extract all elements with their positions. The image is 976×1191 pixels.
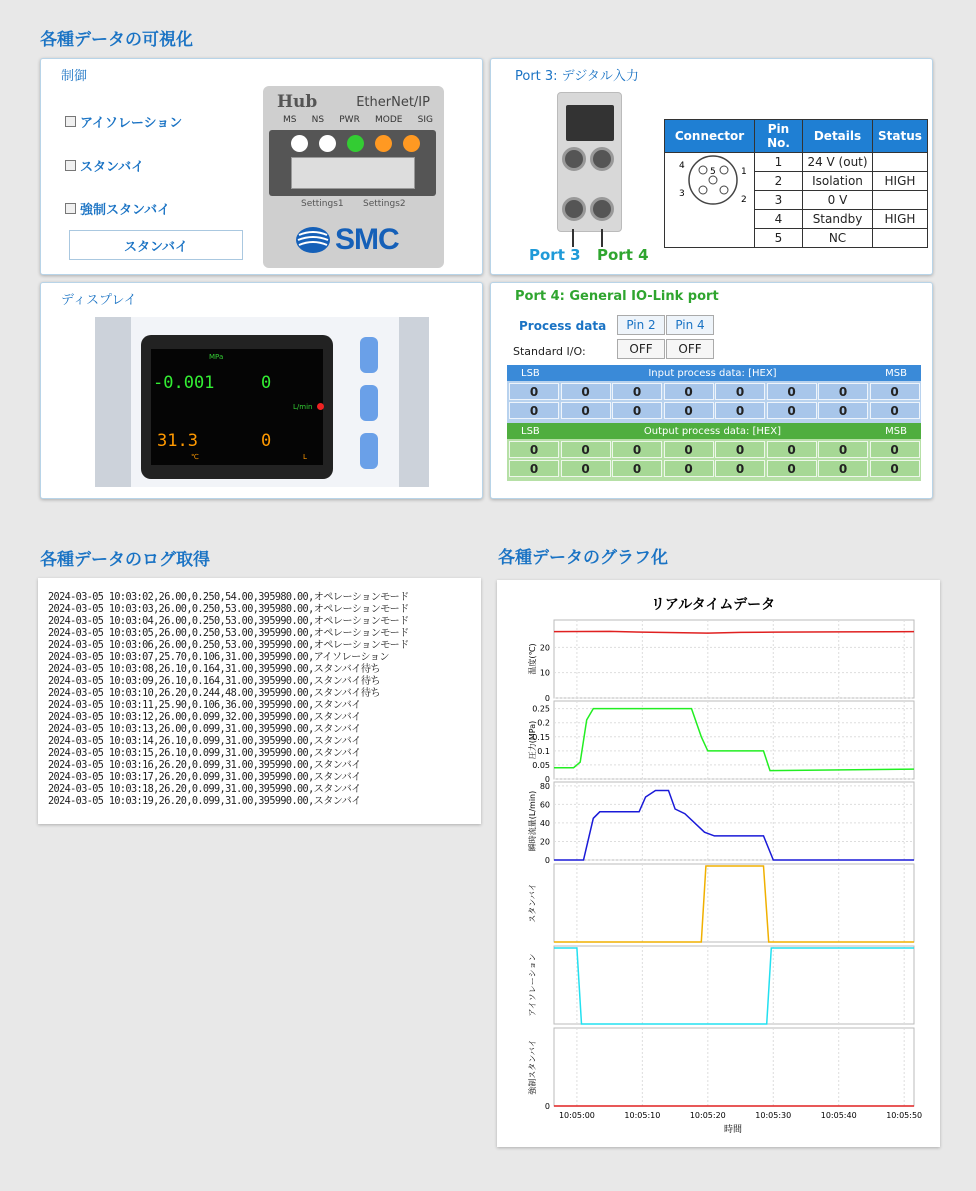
process-data-cell: 0 (664, 402, 714, 419)
y-axis-label: 温度(℃) (528, 643, 537, 675)
pin2-value[interactable]: OFF (617, 339, 665, 359)
process-data-cell: 0 (715, 441, 765, 458)
process-data-cell: 0 (818, 460, 868, 477)
led-label-pwr: PWR (339, 115, 360, 125)
pin2-header: Pin 2 (617, 315, 665, 335)
process-data-cell: 0 (870, 441, 920, 458)
y-tick-label: 0 (544, 856, 550, 865)
chart-panel (554, 782, 914, 860)
forced-standby-checkbox[interactable] (65, 199, 170, 218)
process-data-cell: 0 (715, 383, 765, 400)
settings2-label: Settings2 (363, 199, 406, 209)
log-line: 2024-03-05 10:03:06,26.00,0.250,53.00,395990.00,オペレーションモード (48, 640, 409, 651)
process-data-cell: 0 (767, 441, 817, 458)
y-tick-label: 0.2 (537, 718, 550, 728)
checkbox-icon[interactable] (65, 203, 76, 214)
standby-button[interactable]: スタンバイ (69, 230, 243, 260)
table-cell: HIGH (873, 172, 928, 191)
log-line: 2024-03-05 10:03:16,26.20,0.099,31.00,395990.00,スタンバイ (48, 760, 361, 771)
flow-unit: L/min (293, 403, 313, 411)
log-line: 2024-03-05 10:03:12,26.00,0.099,32.00,395990.00,スタンバイ (48, 712, 361, 723)
secondary-unit: L (303, 453, 307, 461)
section-title-graph: 各種データのグラフ化 (498, 548, 668, 568)
checkbox-label: アイソレーション (80, 116, 183, 131)
isolation-checkbox[interactable] (65, 112, 182, 131)
log-line: 2024-03-05 10:03:17,26.20,0.099,31.00,395990.00,スタンバイ (48, 772, 361, 783)
temperature-unit: ℃ (191, 453, 199, 461)
realtime-chart (497, 580, 940, 1147)
realtime-chart-svg (497, 580, 940, 1147)
output-title: Output process data: [HEX] (643, 425, 782, 437)
table-header: Status (873, 120, 928, 153)
input-lsb: LSB (521, 367, 540, 379)
input-process-header (507, 365, 921, 381)
table-cell (873, 229, 928, 248)
process-data-cell: 0 (767, 383, 817, 400)
chart-panel (554, 701, 914, 779)
unit-mpa: MPa (209, 353, 224, 361)
y-axis-label: 強制スタンバイ (528, 1039, 537, 1095)
connector-icon (590, 147, 614, 171)
flow-led-icon (317, 403, 324, 410)
sensor-set-button[interactable] (360, 385, 378, 421)
pin-label: 3 (679, 189, 685, 199)
smc-logo-text: SMC (335, 223, 399, 256)
settings1-label: Settings1 (301, 199, 344, 209)
y-tick-label: 0.05 (532, 760, 550, 770)
process-data-cell: 0 (767, 402, 817, 419)
y-tick-label: 0.25 (532, 704, 550, 714)
connector-pinout-icon (677, 144, 749, 216)
hub-protocol: EtherNet/IP (356, 95, 430, 110)
io-device-image (557, 92, 622, 232)
table-cell: NC (803, 229, 873, 248)
control-panel (40, 58, 483, 275)
checkbox-icon[interactable] (65, 160, 76, 171)
log-output (38, 578, 481, 824)
table-cell (873, 191, 928, 210)
log-lines (48, 592, 409, 808)
smc-logo (295, 220, 415, 260)
hub-device-image (263, 86, 444, 268)
led-label-mode: MODE (375, 115, 403, 125)
port3-pointer (572, 229, 574, 247)
process-data-cell: 0 (818, 441, 868, 458)
input-msb: MSB (885, 367, 907, 379)
output-process-header (507, 423, 921, 439)
hub-title: Hub (277, 92, 318, 112)
y-tick-label: 40 (539, 818, 550, 828)
pin4-header: Pin 4 (666, 315, 714, 335)
checkbox-label: スタンバイ (80, 160, 145, 175)
sensor-screen (141, 335, 333, 479)
led-label-sig: SIG (417, 115, 433, 125)
led-ns (319, 135, 336, 152)
table-cell: Isolation (803, 172, 873, 191)
chart-panel (554, 864, 914, 942)
log-line: 2024-03-05 10:03:04,26.00,0.250,53.00,395990.00,オペレーションモード (48, 616, 409, 627)
sensor-device-image (95, 317, 429, 487)
log-line: 2024-03-05 10:03:10,26.20,0.244,48.00,395990.00,スタンバイ待ち (48, 688, 381, 699)
x-tick-label: 10:05:50 (886, 1111, 923, 1120)
temperature-secondary-value: 0 (261, 431, 272, 451)
process-data-cell: 0 (767, 460, 817, 477)
pin-label: 4 (679, 161, 685, 171)
table-header: Details (803, 120, 873, 153)
pin4-value[interactable]: OFF (666, 339, 714, 359)
port3-title: Port 3: デジタル入力 (515, 69, 639, 84)
process-data-cell: 0 (870, 383, 920, 400)
process-data-cell: 0 (870, 460, 920, 477)
control-panel-title: 制御 (61, 69, 88, 84)
process-data-label: Process data (519, 319, 607, 333)
port4-label: Port 4 (597, 246, 649, 264)
output-msb: MSB (885, 425, 907, 437)
y-axis-label: 瞬時流量(L/min) (528, 790, 537, 852)
device-display (566, 105, 614, 141)
table-header: Pin No. (755, 120, 803, 153)
connector-icon (562, 197, 586, 221)
table-header: Connector (665, 120, 755, 153)
process-data-cell: 0 (509, 460, 559, 477)
led-labels (283, 115, 433, 125)
input-process-data (507, 365, 921, 423)
y-tick-label: 60 (539, 800, 550, 810)
section-title-log: 各種データのログ取得 (40, 550, 210, 570)
pin-label: 2 (741, 195, 747, 205)
table-cell: 1 (755, 153, 803, 172)
led-ms (291, 135, 308, 152)
pin-label: 5 (710, 167, 716, 177)
pressure-value: -0.001 (153, 373, 215, 393)
process-data-cell: 0 (818, 402, 868, 419)
log-line: 2024-03-05 10:03:09,26.10,0.164,31.00,395990.00,スタンバイ待ち (48, 676, 381, 687)
standard-io-label: Standard I/O: (513, 345, 586, 358)
process-data-cell: 0 (612, 383, 662, 400)
process-data-cell: 0 (664, 441, 714, 458)
led-label-ms: MS (283, 115, 297, 125)
log-line: 2024-03-05 10:03:05,26.00,0.250,53.00,395990.00,オペレーションモード (48, 628, 409, 639)
device-side (95, 317, 131, 487)
log-line: 2024-03-05 10:03:15,26.10,0.099,31.00,395990.00,スタンバイ (48, 748, 361, 759)
process-data-cell: 0 (612, 460, 662, 477)
process-data-cell: 0 (561, 460, 611, 477)
port3-panel (490, 58, 933, 275)
port3-label: Port 3 (529, 246, 581, 264)
process-data-cell: 0 (664, 383, 714, 400)
connector-icon (590, 197, 614, 221)
table-cell: 2 (755, 172, 803, 191)
process-data-cell: 0 (715, 460, 765, 477)
sensor-lcd (151, 349, 323, 465)
process-data-cell: 0 (818, 383, 868, 400)
y-tick-label: 20 (539, 643, 550, 653)
y-tick-label: 0 (544, 694, 550, 703)
connector-icon (562, 147, 586, 171)
y-axis-label: アイソレーション (528, 953, 537, 1017)
chart-xlabel: 時間 (723, 1125, 743, 1135)
port4-panel (490, 282, 933, 499)
y-tick-label: 0.1 (537, 746, 550, 756)
pressure-secondary-value: 0 (261, 373, 272, 393)
log-line: 2024-03-05 10:03:19,26.20,0.099,31.00,395990.00,スタンバイ (48, 796, 361, 807)
y-tick-label: 80 (539, 781, 550, 791)
log-line: 2024-03-05 10:03:08,26.10,0.164,31.00,395990.00,スタンバイ待ち (48, 664, 381, 675)
y-tick-label: 10 (539, 668, 550, 678)
x-tick-label: 10:05:10 (624, 1111, 661, 1120)
x-tick-label: 10:05:30 (755, 1111, 792, 1120)
led-panel (269, 130, 436, 196)
led-pwr (347, 135, 364, 152)
table-cell (873, 153, 928, 172)
led-mode (375, 135, 392, 152)
checkbox-label: 強制スタンバイ (80, 203, 171, 218)
process-data-cell: 0 (509, 383, 559, 400)
port4-title: Port 4: General IO-Link port (515, 289, 719, 304)
y-tick-label: 0 (544, 775, 550, 784)
table-cell: 3 (755, 191, 803, 210)
input-title: Input process data: [HEX] (648, 367, 777, 379)
chart-panel (554, 946, 914, 1024)
y-axis-label: 圧力(MPa) (528, 720, 537, 760)
log-line: 2024-03-05 10:03:11,25.90,0.106,36.00,395990.00,スタンバイ (48, 700, 361, 711)
temperature-value: 31.3 (157, 431, 198, 451)
x-tick-label: 10:05:20 (689, 1111, 726, 1120)
pin-label: 1 (741, 167, 747, 177)
checkbox-icon[interactable] (65, 116, 76, 127)
display-panel-title: ディスプレイ (61, 293, 137, 308)
process-data-cell: 0 (561, 402, 611, 419)
y-axis-label: スタンバイ (528, 883, 537, 923)
log-line: 2024-03-05 10:03:07,25.70,0.106,31.00,395990.00,アイソレーション (48, 652, 389, 663)
chart-title: リアルタイムデータ (650, 597, 776, 613)
process-data-cell: 0 (715, 402, 765, 419)
led-label-ns: NS (311, 115, 325, 125)
log-line: 2024-03-05 10:03:13,26.00,0.099,31.00,395990.00,スタンバイ (48, 724, 361, 735)
log-line: 2024-03-05 10:03:03,26.00,0.250,53.00,395980.00,オペレーションモード (48, 604, 409, 615)
device-side (399, 317, 429, 487)
table-cell: 0 V (803, 191, 873, 210)
process-data-cell: 0 (664, 460, 714, 477)
port4-pointer (601, 229, 603, 247)
process-data-cell: 0 (612, 402, 662, 419)
y-tick-label: 20 (539, 837, 550, 847)
log-line: 2024-03-05 10:03:14,26.10,0.099,31.00,395990.00,スタンバイ (48, 736, 361, 747)
section-title-visualization: 各種データの可視化 (40, 30, 193, 50)
process-data-cell: 0 (612, 441, 662, 458)
output-process-data (507, 423, 921, 481)
standby-checkbox[interactable] (65, 156, 144, 175)
table-cell: HIGH (873, 210, 928, 229)
process-data-cell: 0 (870, 402, 920, 419)
table-cell: 4 (755, 210, 803, 229)
y-tick-label: 0.15 (532, 732, 550, 742)
process-data-cell: 0 (509, 402, 559, 419)
process-data-cell: 0 (561, 441, 611, 458)
sensor-up-button[interactable] (360, 337, 378, 373)
led-sig (403, 135, 420, 152)
sensor-down-button[interactable] (360, 433, 378, 469)
output-lsb: LSB (521, 425, 540, 437)
y-tick-label: 0 (544, 1102, 550, 1111)
hub-lcd (291, 157, 415, 189)
smc-logo-icon (295, 225, 331, 255)
x-tick-label: 10:05:40 (820, 1111, 857, 1120)
table-cell: 24 V (out) (803, 153, 873, 172)
log-line: 2024-03-05 10:03:18,26.20,0.099,31.00,395990.00,スタンバイ (48, 784, 361, 795)
x-tick-label: 10:05:00 (558, 1111, 595, 1120)
log-line: 2024-03-05 10:03:02,26.00,0.250,54.00,395980.00,オペレーションモード (48, 592, 409, 603)
process-data-cell: 0 (561, 383, 611, 400)
table-cell: Standby (803, 210, 873, 229)
display-panel (40, 282, 483, 499)
process-data-cell: 0 (509, 441, 559, 458)
chart-panel (554, 1028, 914, 1106)
table-cell: 5 (755, 229, 803, 248)
